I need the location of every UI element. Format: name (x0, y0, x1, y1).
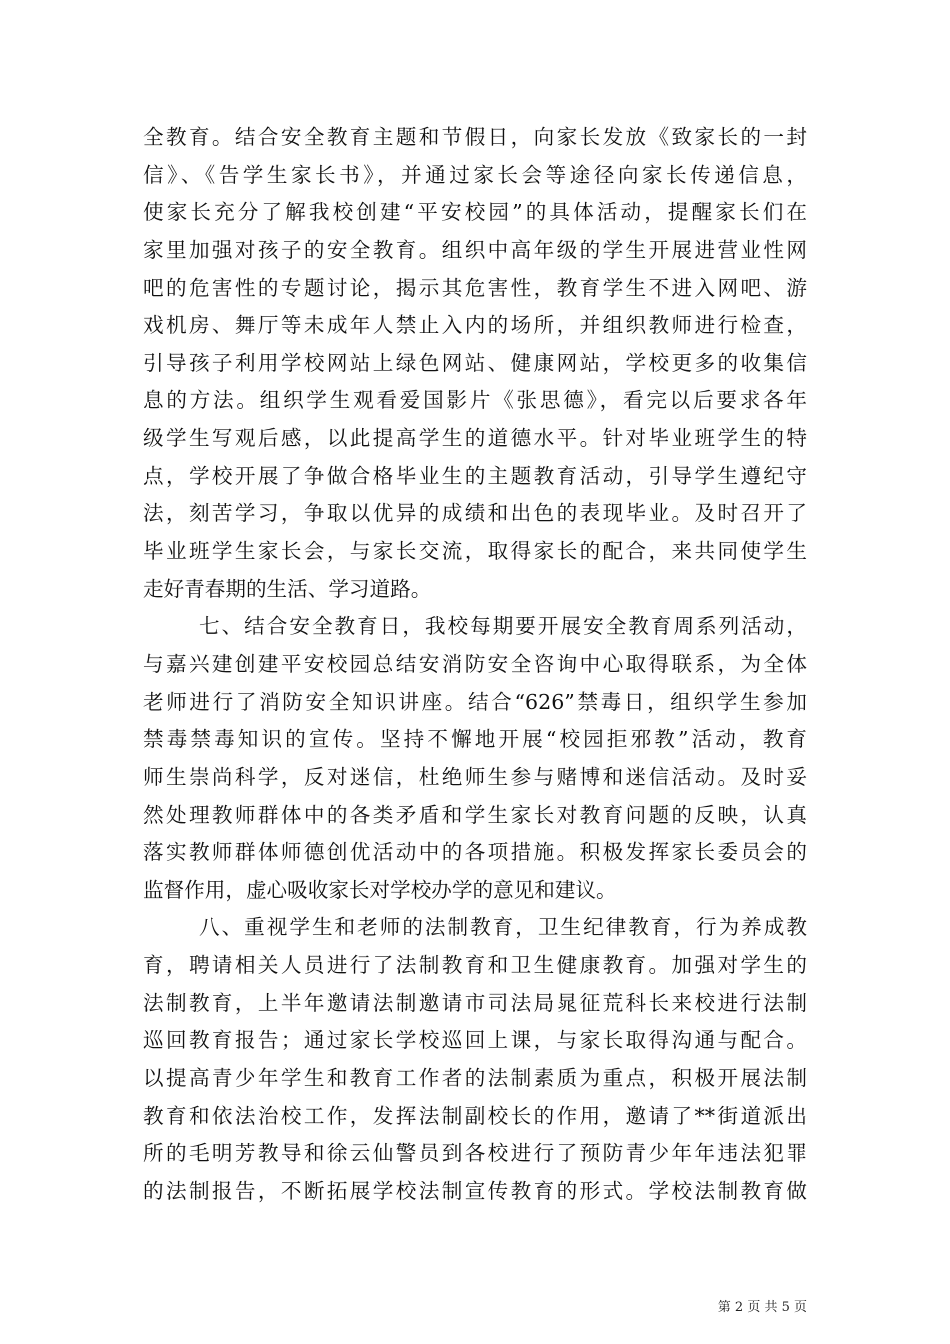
text-line: 走好青春期的生活、学习道路。 (143, 576, 432, 601)
text-line: 引导孩子利用学校网站上绿色网站、健康网站，学校更多的收集信 (143, 350, 807, 375)
paragraph-eight-heading-line: 八、重视学生和老师的法制教育，卫生纪律教育，行为养成教 (199, 915, 807, 940)
text-line: 所的毛明芳教导和徐云仙警员到各校进行了预防青少年年违法犯罪 (143, 1141, 807, 1166)
document-body (143, 119, 807, 1211)
text-line: 法制教育，上半年邀请法制邀请市司法局晁征荒科长来校进行法制 (143, 990, 807, 1015)
text-line: 全教育。结合安全教育主题和节假日，向家长发放《致家长的一封 (143, 125, 807, 149)
text-line: 育，聘请相关人员进行了法制教育和卫生健康教育。加强对学生的 (143, 953, 807, 978)
text-line: 法，刻苦学习，争取以优异的成绩和出色的表现毕业。及时召开了 (143, 501, 807, 526)
page-number-footer (718, 1296, 807, 1315)
text-line: 以提高青少年学生和教育工作者的法制素质为重点，积极开展法制 (143, 1066, 807, 1091)
text-line: 与嘉兴建创建平安校园总结安消防安全咨询中心取得联系，为全体 (143, 651, 807, 676)
text-line: 教育和依法治校工作，发挥法制副校长的作用，邀请了**街道派出 (143, 1103, 807, 1128)
text-line: 使家长充分了解我校创建“平安校园”的具体活动，提醒家长们在 (143, 200, 807, 225)
text-line: 禁毒禁毒知识的宣传。坚持不懈地开展“校园拒邪教”活动，教育 (143, 727, 807, 752)
paragraph-seven-heading-line: 七、结合安全教育日，我校每期要开展安全教育周系列活动， (199, 614, 807, 639)
text-line: 的法制报告，不断拓展学校法制宣传教育的形式。学校法制教育做 (143, 1178, 807, 1203)
page-number-label: 第 2 页 共 5 页 (717, 1300, 807, 1315)
text-line: 毕业班学生家长会，与家长交流，取得家长的配合，来共同使学生 (143, 539, 807, 564)
text-line: 息的方法。组织学生观看爱国影片《张思德》，看完以后要求各年 (143, 388, 807, 413)
text-line: 巡回教育报告；通过家长学校巡回上课，与家长取得沟通与配合。 (143, 1028, 807, 1053)
text-line: 信》、《告学生家长书》，并通过家长会等途径向家长传递信息， (143, 162, 807, 187)
text-line: 吧的危害性的专题讨论，揭示其危害性，教育学生不进入网吧、游 (143, 275, 807, 300)
text-line: 点，学校开展了争做合格毕业生的主题教育活动，引导学生遵纪守 (143, 463, 807, 488)
text-line: 级学生写观后感，以此提高学生的道德水平。针对毕业班学生的特 (143, 426, 807, 451)
text-line: 戏机房、舞厅等未成年人禁止入内的场所，并组织教师进行检查， (143, 313, 807, 338)
text-line: 监督作用，虚心吸收家长对学校办学的意见和建议。 (143, 877, 617, 902)
text-line: 然处理教师群体中的各类矛盾和学生家长对教育问题的反映，认真 (143, 802, 807, 827)
text-line: 师生崇尚科学，反对迷信，杜绝师生参与赌博和迷信活动。及时妥 (143, 764, 807, 789)
text-line: 落实教师群体师德创优活动中的各项措施。积极发挥家长委员会的 (143, 840, 807, 865)
text-line: 老师进行了消防安全知识讲座。结合“626”禁毒日，组织学生参加 (143, 689, 807, 714)
text-line: 家里加强对孩子的安全教育。组织中高年级的学生开展进营业性网 (143, 237, 807, 262)
